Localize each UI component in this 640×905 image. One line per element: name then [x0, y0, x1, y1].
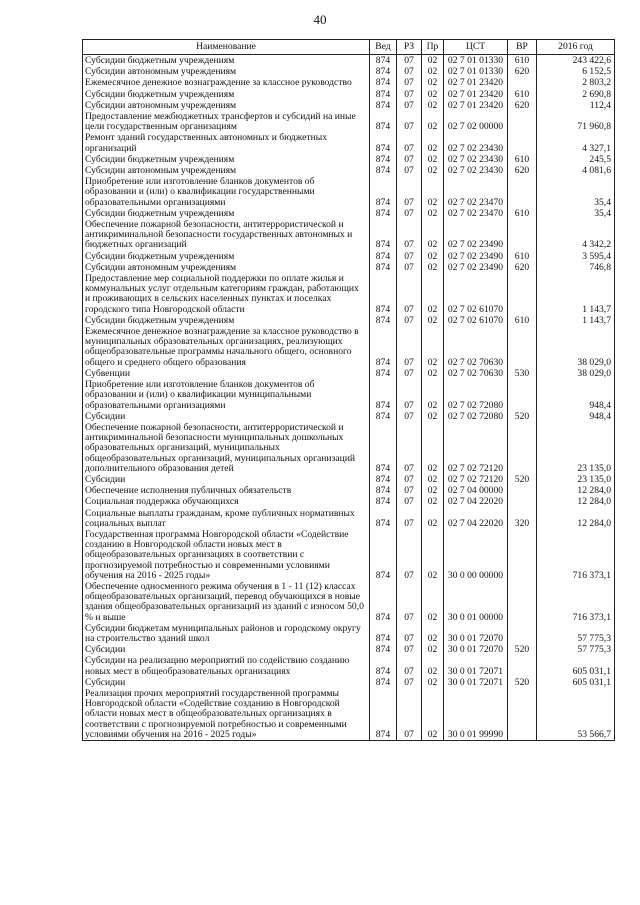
cell-ved: 874 — [370, 77, 397, 88]
cell-vr — [508, 273, 537, 315]
cell-pr: 02 — [422, 644, 444, 655]
cell-pr: 02 — [422, 132, 444, 153]
cell-ved: 874 — [370, 655, 397, 676]
budget-table — [82, 39, 615, 741]
cell-vr: 610 — [508, 251, 537, 262]
cell-cst: 02 7 02 23430 — [444, 132, 508, 153]
cell-name: Субсидии бюджетным учреждениям — [83, 89, 370, 100]
cell-ved: 874 — [370, 208, 397, 219]
cell-vr: 530 — [508, 368, 537, 379]
cell-rz: 07 — [397, 176, 422, 208]
cell-cst: 02 7 02 23470 — [444, 176, 508, 208]
table-row — [83, 315, 615, 326]
cell-ved: 874 — [370, 677, 397, 688]
cell-cst: 02 7 02 00000 — [444, 111, 508, 132]
cell-name: Субсидии бюджетам муниципальных районов и городскому округу на строительство зданий школ — [83, 623, 370, 644]
cell-sum: 948,4 — [537, 379, 615, 411]
cell-vr — [508, 379, 537, 411]
cell-vr: 520 — [508, 411, 537, 422]
cell-ved: 874 — [370, 89, 397, 100]
cell-sum: 57 775,3 — [537, 623, 615, 644]
cell-name: Субсидии — [83, 474, 370, 485]
cell-cst: 30 0 00 00000 — [444, 529, 508, 581]
cell-vr: 320 — [508, 508, 537, 529]
cell-vr: 610 — [508, 89, 537, 100]
cell-pr: 02 — [422, 326, 444, 368]
cell-vr — [508, 422, 537, 474]
cell-cst: 02 7 02 23430 — [444, 165, 508, 176]
cell-sum: 38 029,0 — [537, 326, 615, 368]
cell-ved: 874 — [370, 66, 397, 77]
table-row — [83, 581, 615, 623]
cell-rz: 07 — [397, 89, 422, 100]
header-vr: ВР — [508, 40, 537, 55]
table-row — [83, 655, 615, 676]
cell-name: Субсидии — [83, 677, 370, 688]
cell-rz: 07 — [397, 251, 422, 262]
cell-pr: 02 — [422, 251, 444, 262]
cell-name: Субсидии бюджетным учреждениям — [83, 251, 370, 262]
cell-rz: 07 — [397, 154, 422, 165]
cell-ved: 874 — [370, 508, 397, 529]
cell-pr: 02 — [422, 422, 444, 474]
cell-ved: 874 — [370, 623, 397, 644]
table-row — [83, 411, 615, 422]
cell-sum: 1 143,7 — [537, 273, 615, 315]
cell-vr — [508, 485, 537, 496]
cell-sum: 1 143,7 — [537, 315, 615, 326]
cell-ved: 874 — [370, 132, 397, 153]
table-row — [83, 165, 615, 176]
table-row — [83, 474, 615, 485]
cell-pr: 02 — [422, 623, 444, 644]
table-header — [83, 40, 615, 55]
cell-rz: 07 — [397, 66, 422, 77]
cell-vr — [508, 219, 537, 251]
cell-rz: 07 — [397, 688, 422, 741]
table-row — [83, 496, 615, 507]
cell-ved: 874 — [370, 251, 397, 262]
page-number: 40 — [313, 12, 327, 27]
cell-rz: 07 — [397, 208, 422, 219]
table-row — [83, 77, 615, 88]
table-row — [83, 132, 615, 153]
cell-pr: 02 — [422, 474, 444, 485]
cell-ved: 874 — [370, 496, 397, 507]
cell-pr: 02 — [422, 111, 444, 132]
cell-sum: 2 690,8 — [537, 89, 615, 100]
cell-rz: 07 — [397, 273, 422, 315]
cell-cst: 30 0 01 99990 — [444, 688, 508, 741]
cell-sum: 716 373,1 — [537, 581, 615, 623]
cell-name: Субсидии автономным учреждениям — [83, 66, 370, 77]
cell-vr: 610 — [508, 315, 537, 326]
cell-name: Субсидии автономным учреждениям — [83, 262, 370, 273]
cell-rz: 07 — [397, 315, 422, 326]
cell-rz: 07 — [397, 326, 422, 368]
cell-sum: 2 803,2 — [537, 77, 615, 88]
cell-cst: 30 0 01 00000 — [444, 581, 508, 623]
cell-pr: 02 — [422, 688, 444, 741]
header-rz: РЗ — [397, 40, 422, 55]
cell-name: Социальные выплаты гражданам, кроме публичных нормативных социальных выплат — [83, 508, 370, 529]
cell-rz: 07 — [397, 368, 422, 379]
cell-pr: 02 — [422, 55, 444, 67]
cell-sum: 23 135,0 — [537, 422, 615, 474]
cell-cst: 02 7 02 23490 — [444, 251, 508, 262]
cell-pr: 02 — [422, 379, 444, 411]
cell-vr: 520 — [508, 677, 537, 688]
cell-vr: 610 — [508, 55, 537, 67]
table-row — [83, 508, 615, 529]
cell-cst: 02 7 01 23420 — [444, 77, 508, 88]
cell-name: Субсидии автономным учреждениям — [83, 165, 370, 176]
cell-name: Субсидии бюджетным учреждениям — [83, 315, 370, 326]
table-row — [83, 326, 615, 368]
table-row — [83, 176, 615, 208]
cell-vr: 610 — [508, 208, 537, 219]
cell-sum: 57 775,3 — [537, 644, 615, 655]
cell-ved: 874 — [370, 688, 397, 741]
cell-pr: 02 — [422, 208, 444, 219]
cell-pr: 02 — [422, 581, 444, 623]
cell-sum: 35,4 — [537, 208, 615, 219]
cell-sum: 245,5 — [537, 154, 615, 165]
cell-sum: 23 135,0 — [537, 474, 615, 485]
cell-rz: 07 — [397, 581, 422, 623]
cell-rz: 07 — [397, 644, 422, 655]
cell-ved: 874 — [370, 368, 397, 379]
cell-cst: 02 7 02 23470 — [444, 208, 508, 219]
cell-sum: 35,4 — [537, 176, 615, 208]
cell-name: Обеспечение пожарной безопасности, антитеррористической и антикриминальной безопасности государственных автономных и бюджетных организаций — [83, 219, 370, 251]
table-row — [83, 368, 615, 379]
cell-rz: 07 — [397, 508, 422, 529]
cell-ved: 874 — [370, 154, 397, 165]
cell-vr — [508, 326, 537, 368]
cell-cst: 02 7 01 01330 — [444, 66, 508, 77]
cell-pr: 02 — [422, 66, 444, 77]
cell-rz: 07 — [397, 55, 422, 67]
cell-name: Предоставление мер социальной поддержки по оплате жилья и коммунальных услуг отдельным категориям граждан, работающих и проживающих в сельских населенных пунктах и поселках городского типа Новгородской области — [83, 273, 370, 315]
cell-name: Ремонт зданий государственных автономных и бюджетных организаций — [83, 132, 370, 153]
cell-name: Субсидии на реализацию мероприятий по содействию созданию новых мест в общеобразовательных организациях — [83, 655, 370, 676]
cell-name: Ежемесячное денежное вознаграждение за классное руководство в муниципальных образовательных организациях, реализующих общеобразовательные программы начального общего, основного общего и среднего общего образования — [83, 326, 370, 368]
cell-ved: 874 — [370, 581, 397, 623]
table-row — [83, 688, 615, 741]
cell-ved: 874 — [370, 422, 397, 474]
cell-sum: 12 284,0 — [537, 496, 615, 507]
cell-name: Предоставление межбюджетных трансфертов и субсидий на иные цели государственным организациям — [83, 111, 370, 132]
cell-pr: 02 — [422, 508, 444, 529]
cell-ved: 874 — [370, 474, 397, 485]
cell-rz: 07 — [397, 529, 422, 581]
cell-pr: 02 — [422, 677, 444, 688]
cell-sum: 4 327,1 — [537, 132, 615, 153]
table-row — [83, 273, 615, 315]
cell-name: Государственная программа Новгородской области «Содействие созданию в Новгородской области новых мест в общеобразовательных организациях в соответствии с прогнозируемой потребностью и современными условиями обучения на 2016 - 2025 годы» — [83, 529, 370, 581]
cell-ved: 874 — [370, 176, 397, 208]
cell-pr: 02 — [422, 154, 444, 165]
table-row — [83, 262, 615, 273]
cell-ved: 874 — [370, 55, 397, 67]
header-name: Наименование — [83, 40, 370, 55]
cell-cst: 02 7 02 72120 — [444, 422, 508, 474]
cell-pr: 02 — [422, 89, 444, 100]
cell-rz: 07 — [397, 411, 422, 422]
cell-cst: 02 7 01 01330 — [444, 55, 508, 67]
cell-name: Социальная поддержка обучающихся — [83, 496, 370, 507]
cell-cst: 02 7 01 23420 — [444, 89, 508, 100]
table-row — [83, 422, 615, 474]
cell-sum: 3 595,4 — [537, 251, 615, 262]
table-row — [83, 677, 615, 688]
cell-cst: 30 0 01 72071 — [444, 655, 508, 676]
cell-sum: 71 960,8 — [537, 111, 615, 132]
cell-cst: 02 7 04 00000 — [444, 485, 508, 496]
cell-name: Субсидии — [83, 644, 370, 655]
cell-name: Субсидии бюджетным учреждениям — [83, 208, 370, 219]
cell-cst: 02 7 02 72120 — [444, 474, 508, 485]
cell-sum: 6 152,5 — [537, 66, 615, 77]
cell-pr: 02 — [422, 655, 444, 676]
cell-vr: 620 — [508, 165, 537, 176]
cell-vr — [508, 655, 537, 676]
table-row — [83, 485, 615, 496]
cell-name: Субсидии бюджетным учреждениям — [83, 154, 370, 165]
header-cst: ЦСТ — [444, 40, 508, 55]
cell-sum: 746,8 — [537, 262, 615, 273]
cell-vr — [508, 496, 537, 507]
cell-cst: 02 7 02 61070 — [444, 315, 508, 326]
cell-ved: 874 — [370, 411, 397, 422]
cell-sum: 243 422,6 — [537, 55, 615, 67]
table-row — [83, 66, 615, 77]
cell-rz: 07 — [397, 655, 422, 676]
table-row — [83, 111, 615, 132]
cell-cst: 02 7 04 22020 — [444, 508, 508, 529]
cell-rz: 07 — [397, 165, 422, 176]
cell-vr — [508, 581, 537, 623]
cell-pr: 02 — [422, 529, 444, 581]
header-ved: Вед — [370, 40, 397, 55]
table-body — [83, 55, 615, 741]
table-row — [83, 89, 615, 100]
cell-cst: 02 7 04 22020 — [444, 496, 508, 507]
cell-ved: 874 — [370, 644, 397, 655]
table-row — [83, 529, 615, 581]
cell-ved: 874 — [370, 485, 397, 496]
cell-name: Приобретение или изготовление бланков документов об образовании и (или) о квалификации государственными образовательными организациями — [83, 176, 370, 208]
cell-sum: 12 284,0 — [537, 508, 615, 529]
cell-ved: 874 — [370, 315, 397, 326]
cell-pr: 02 — [422, 411, 444, 422]
cell-pr: 02 — [422, 77, 444, 88]
cell-vr: 610 — [508, 154, 537, 165]
cell-rz: 07 — [397, 100, 422, 111]
cell-ved: 874 — [370, 219, 397, 251]
cell-sum: 112,4 — [537, 100, 615, 111]
cell-ved: 874 — [370, 111, 397, 132]
cell-pr: 02 — [422, 165, 444, 176]
cell-vr: 520 — [508, 474, 537, 485]
cell-rz: 07 — [397, 132, 422, 153]
cell-rz: 07 — [397, 422, 422, 474]
cell-cst: 30 0 01 72070 — [444, 644, 508, 655]
cell-pr: 02 — [422, 496, 444, 507]
cell-pr: 02 — [422, 100, 444, 111]
cell-rz: 07 — [397, 77, 422, 88]
cell-cst: 02 7 02 70630 — [444, 326, 508, 368]
cell-name: Обеспечение пожарной безопасности, антитеррористической и антикриминальной безопасности муниципальных дошкольных образовательных организаций, муниципальных общеобразовательных организаций, муниципальных организаций дополнительного образования детей — [83, 422, 370, 474]
table-row — [83, 623, 615, 644]
cell-pr: 02 — [422, 176, 444, 208]
header-pr: Пр — [422, 40, 444, 55]
cell-sum: 605 031,1 — [537, 677, 615, 688]
cell-sum: 53 566,7 — [537, 688, 615, 741]
cell-rz: 07 — [397, 379, 422, 411]
cell-pr: 02 — [422, 368, 444, 379]
cell-sum: 12 284,0 — [537, 485, 615, 496]
cell-rz: 07 — [397, 219, 422, 251]
cell-sum: 716 373,1 — [537, 529, 615, 581]
table-row — [83, 219, 615, 251]
cell-name: Ежемесячное денежное вознаграждение за классное руководство — [83, 77, 370, 88]
cell-ved: 874 — [370, 379, 397, 411]
cell-pr: 02 — [422, 315, 444, 326]
cell-pr: 02 — [422, 262, 444, 273]
cell-vr: 620 — [508, 66, 537, 77]
cell-name: Субвенции — [83, 368, 370, 379]
cell-cst: 02 7 02 23430 — [444, 154, 508, 165]
cell-vr — [508, 111, 537, 132]
cell-cst: 02 7 02 61070 — [444, 273, 508, 315]
cell-rz: 07 — [397, 485, 422, 496]
cell-ved: 874 — [370, 100, 397, 111]
cell-cst: 30 0 01 72071 — [444, 677, 508, 688]
cell-name: Субсидии — [83, 411, 370, 422]
cell-cst: 02 7 02 72080 — [444, 411, 508, 422]
cell-name: Обеспечение односменного режима обучения в 1 - 11 (12) классах общеобразовательных организаций, перевод обучающихся в новые здания общеобразовательных организаций из зданий с износом 50,0 % и выше — [83, 581, 370, 623]
cell-name: Субсидии бюджетным учреждениям — [83, 55, 370, 67]
cell-vr: 620 — [508, 262, 537, 273]
cell-rz: 07 — [397, 623, 422, 644]
cell-cst: 02 7 02 70630 — [444, 368, 508, 379]
cell-ved: 874 — [370, 529, 397, 581]
cell-cst: 02 7 02 23490 — [444, 262, 508, 273]
cell-name: Приобретение или изготовление бланков документов об образовании и (или) о квалификации муниципальными образовательными организациями — [83, 379, 370, 411]
header-sum: 2016 год — [537, 40, 615, 55]
cell-ved: 874 — [370, 262, 397, 273]
cell-sum: 605 031,1 — [537, 655, 615, 676]
table-row — [83, 208, 615, 219]
table-row — [83, 644, 615, 655]
cell-vr — [508, 529, 537, 581]
cell-name: Реализация прочих мероприятий государственной программы Новгородской области «Содействие созданию в Новгородской области новых мест в общеобразовательных организациях в соответствии с прогнозируемой потребностью и современными условиями обучения на 2016 - 2025 годы» — [83, 688, 370, 741]
cell-rz: 07 — [397, 111, 422, 132]
table-row — [83, 154, 615, 165]
cell-cst: 30 0 01 72070 — [444, 623, 508, 644]
cell-pr: 02 — [422, 219, 444, 251]
cell-cst: 02 7 02 23490 — [444, 219, 508, 251]
cell-name: Субсидии автономным учреждениям — [83, 100, 370, 111]
cell-vr — [508, 132, 537, 153]
cell-vr — [508, 176, 537, 208]
cell-vr — [508, 77, 537, 88]
cell-vr — [508, 623, 537, 644]
cell-sum: 4 342,2 — [537, 219, 615, 251]
cell-ved: 874 — [370, 165, 397, 176]
cell-cst: 02 7 02 72080 — [444, 379, 508, 411]
cell-rz: 07 — [397, 262, 422, 273]
table-row — [83, 251, 615, 262]
table-row — [83, 55, 615, 67]
cell-vr — [508, 688, 537, 741]
cell-rz: 07 — [397, 474, 422, 485]
cell-pr: 02 — [422, 273, 444, 315]
table-row — [83, 379, 615, 411]
table-row — [83, 100, 615, 111]
cell-ved: 874 — [370, 273, 397, 315]
cell-vr: 620 — [508, 100, 537, 111]
cell-ved: 874 — [370, 326, 397, 368]
cell-sum: 4 081,6 — [537, 165, 615, 176]
cell-rz: 07 — [397, 677, 422, 688]
cell-name: Обеспечение исполнения публичных обязательств — [83, 485, 370, 496]
cell-sum: 948,4 — [537, 411, 615, 422]
cell-rz: 07 — [397, 496, 422, 507]
cell-vr: 520 — [508, 644, 537, 655]
cell-pr: 02 — [422, 485, 444, 496]
cell-sum: 38 029,0 — [537, 368, 615, 379]
cell-cst: 02 7 01 23420 — [444, 100, 508, 111]
